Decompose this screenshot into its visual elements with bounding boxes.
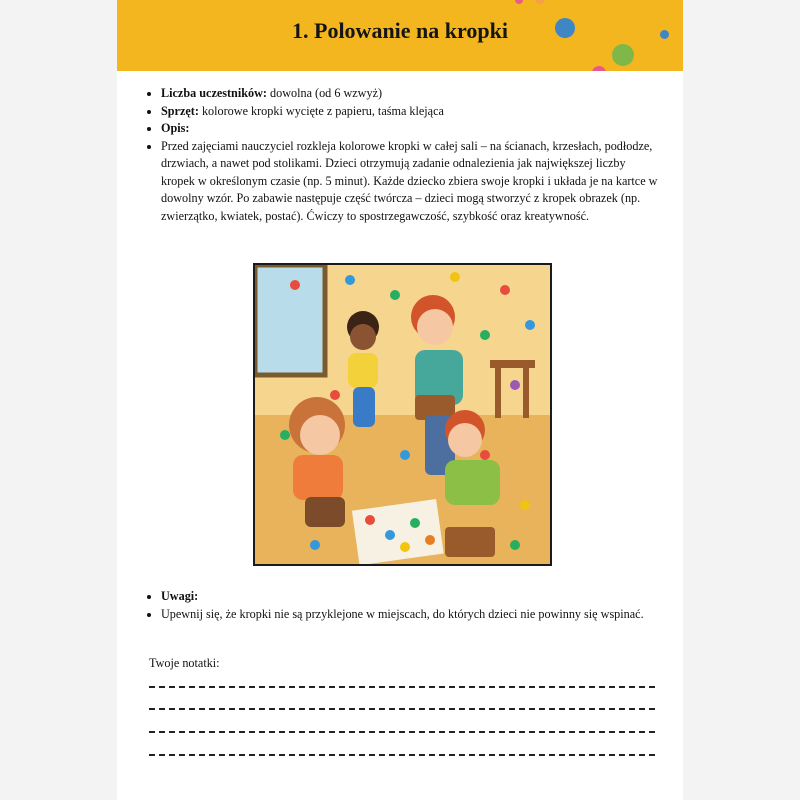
participants-label: Liczba uczestników: (161, 86, 267, 100)
description-text: Przed zajęciami nauczyciel rozkleja kolorowe kropki w całej sali – na ścianach, krzesłach, podłodze, drzwiach, a nawet pod stolikami. Dzieci otrzymują zadanie odnalezienia jak największej liczby kropek w określonym czasie (np. 5 minut). Każde dziecko zbiera swoje kropki i układa je na kartce w dowolny wzór. Po zabawie następuje część twórcza – dzieci mogą stworzyć z kropek obrazek (np. zwierzątko, kwiatek, postać). Ćwiczy to spostrzegawczość, szybkość oraz kreatywność. (161, 138, 658, 223)
list-item (161, 120, 661, 138)
page-title: 1. Polowanie na kropki (292, 18, 508, 43)
notes-line[interactable] (149, 731, 655, 733)
decor-dot (592, 66, 606, 71)
remarks-section (141, 588, 661, 623)
decor-dot (515, 0, 523, 4)
list-item (161, 606, 661, 624)
notes-line[interactable] (149, 754, 655, 756)
list-item (161, 103, 661, 121)
decor-dot (612, 44, 634, 66)
notes-line[interactable] (149, 708, 655, 710)
activity-description (141, 85, 661, 225)
illustration (253, 263, 552, 566)
list-item (161, 138, 661, 226)
equipment-label: Sprzęt: (161, 103, 199, 118)
info-list (141, 85, 661, 225)
children-hunting-dots-illustration (255, 265, 550, 564)
your-notes-label: Twoje notatki: (149, 656, 220, 670)
title-banner (117, 0, 683, 71)
remarks-label: Uwagi: (161, 589, 199, 603)
notes-line[interactable] (149, 686, 655, 688)
decor-dot (535, 0, 545, 4)
description-label: Opis: (161, 121, 190, 135)
document-page (117, 0, 683, 800)
list-item (161, 85, 661, 103)
participants-value: dowolna (od 6 wzwyż) (266, 86, 383, 100)
remarks-text: Upewnij się, że kropki nie są przyklejone w miejscach, do których dzieci nie powinny się wspinać. (161, 606, 644, 621)
remarks-list (141, 588, 661, 623)
list-item (161, 588, 661, 606)
equipment-value: kolorowe kropki wycięte z papieru, taśma klejąca (198, 103, 444, 118)
